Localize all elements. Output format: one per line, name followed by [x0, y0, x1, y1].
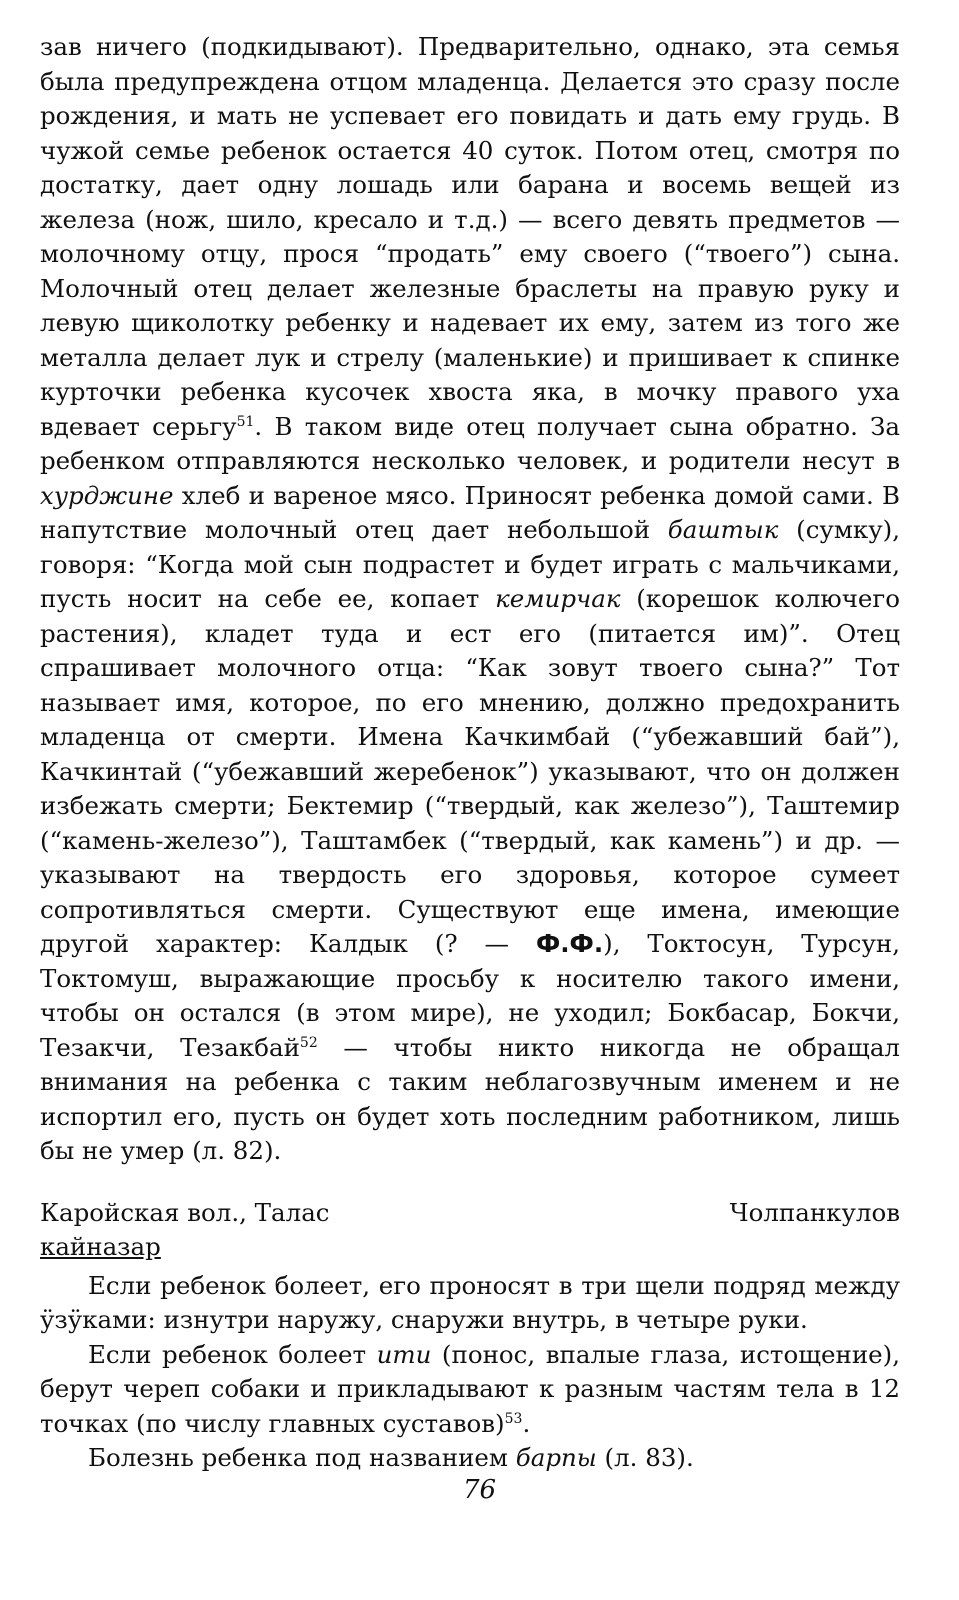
section-informant: Чолпанкулов: [729, 1197, 900, 1227]
text-run: Болезнь ребенка под названием: [88, 1443, 516, 1472]
italic-term: кемирчак: [495, 584, 621, 613]
editor-initials: Ф.Ф.: [535, 929, 604, 958]
italic-term: барпы: [515, 1443, 597, 1472]
italic-term: хурджине: [40, 480, 174, 510]
text-run: зав ничего (подкидывают). Предварительно, однако, эта семья была предупреждена отцом младенца. Делается это сразу после рождения, и мать не успевает его повидать и дать ему грудь. В чужой семье ребенок остается 40 суток. Потом отец, смотря по достатку, дает одну лошадь или барана и восемь вещей из железа (нож, шило, кресало и т.д.) — всего девять предметов — молочному отцу, прося “продать” ему своего (“твоего”) сына. Молочный отец делает железные браслеты на правую руку и левую щиколотку ребенку и надевает их ему, затем из того же металла делает лук и стрелу (маленькие) и пришивает к спинке курточки ребенка кусочек хвоста яка, в мочку правого уха вдевает серьгу: [40, 32, 900, 441]
text-run: (л. 83).: [596, 1443, 694, 1472]
section-location: Каройская вол., Талас: [40, 1197, 330, 1227]
paragraph-4: [40, 1441, 900, 1476]
page-body: [40, 30, 900, 1476]
text-run: (понос, впалые глаза, истощение), берут череп собаки и прикладывают к разным частям тела в 12 точках (по числу главных суставов): [40, 1339, 900, 1438]
text-run: .: [522, 1408, 531, 1438]
text-run: хлеб и вареное мясо. Приносят ребенка домой сами. В напутствие молочный отец дает небольшой: [40, 480, 900, 544]
italic-term: баштык: [667, 515, 779, 544]
text-run: (сумку), говоря: “Когда мой сын подрастет и будет играть с мальчиками, пусть носит на себе ее, копает: [40, 515, 900, 613]
text-run: (корешок колючего растения), кладет туда и ест его (питается им)”. Отец спрашивает молочного отца: “Как зовут твоего сына?” Тот называет имя, которое, по его мнению, должно предохранить младенца от смерти. Имена Качкимбай (“убежавший бай”), Качкинтай (“убежавший жеребенок”) указывают, что он должен избежать смерти; Бектемир (“твердый, как железо”), Таштемир (“камень-железо”), Таштамбек (“твердый, как камень”) и др. — указывают на твердость его здоровья, которое сумеет сопротивляться смерти. Существуют еще имена, имеющие другой характер: Калдык (? —: [40, 584, 900, 958]
text-run: . В таком виде отец получает сына обратно. За ребенком отправляются несколько человек, и родители несут в: [40, 411, 900, 475]
footnote-ref: 53: [504, 1410, 523, 1427]
section-term: кайназар: [40, 1232, 161, 1261]
italic-term: ити: [376, 1339, 432, 1369]
text-run: ), Токтосун, Турсун, Токтомуш, выражающие просьбу к носителю такого имени, чтобы он остался (в этом мире), не уходил; Бокбасар, Бокчи, Тезакчи, Тезакбай: [40, 929, 900, 1062]
paragraph-2: Если ребенок болеет, его проносят в три щели подряд между ӱзӱками: изнутри наружу, снаружи внутрь, в четыре руки.: [40, 1270, 900, 1334]
main-paragraph: [40, 30, 900, 1169]
text-run: Если ребенок болеет: [88, 1339, 377, 1369]
paragraph-3: [40, 1338, 900, 1442]
page-number: 76: [462, 1475, 497, 1505]
section-header: [40, 1196, 900, 1231]
footnote-ref: 51: [236, 413, 255, 430]
text-run: — чтобы никто никогда не обращал внимания на ребенка с таким неблагозвучным именем и не испортил его, пусть он будет хоть последним работником, лишь бы не умер (л. 82).: [40, 1032, 900, 1165]
footnote-ref: 52: [299, 1034, 318, 1051]
